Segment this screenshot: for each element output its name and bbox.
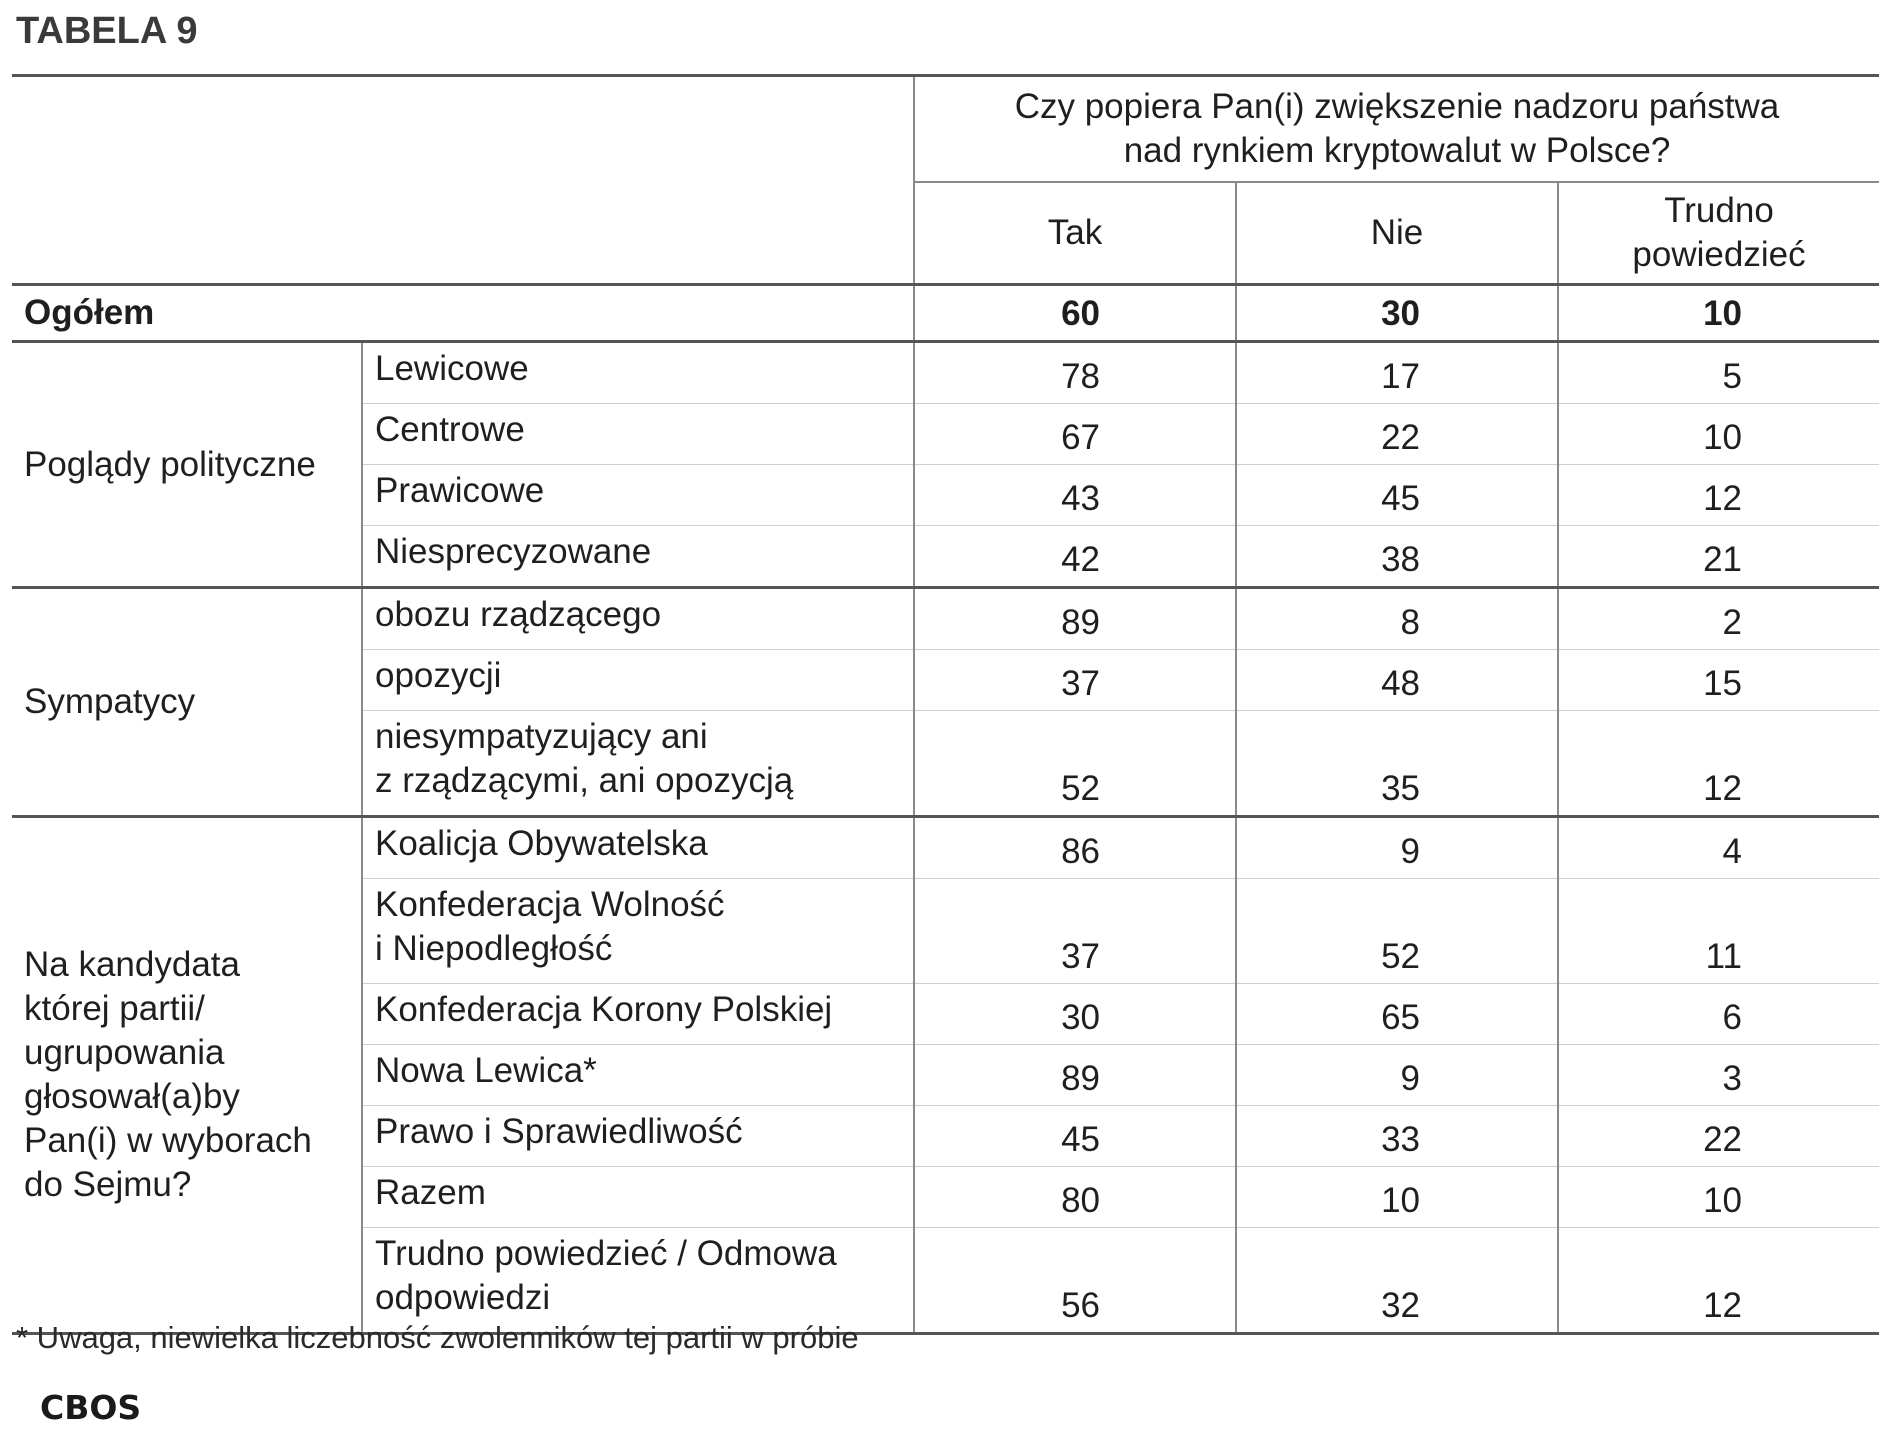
table-row <box>12 817 1879 879</box>
row-label: Koalicja Obywatelska <box>362 817 914 879</box>
group-label-poglady: Poglądy polityczne <box>12 342 362 588</box>
group-label-line: ugrupowania <box>24 1033 225 1072</box>
group-label-sympatycy: Sympatycy <box>12 588 362 817</box>
row-label <box>362 879 914 984</box>
cell-value: 80 <box>1061 1181 1100 1220</box>
cell-value: 30 <box>1061 998 1100 1037</box>
cell-value: 33 <box>1381 1120 1420 1159</box>
cell-value: 65 <box>1381 998 1420 1037</box>
group-label-line: do Sejmu? <box>24 1165 192 1204</box>
cell-value: 3 <box>1722 1059 1742 1098</box>
cell-value: 15 <box>1703 664 1742 703</box>
table-row-total <box>12 285 1879 342</box>
row-label-line1: Trudno powiedzieć / Odmowa <box>375 1234 837 1273</box>
results-table <box>12 74 1879 1335</box>
footnote: * Uwaga, niewielka liczebność zwolenników tej partii w próbie <box>16 1320 859 1355</box>
cell-value: 9 <box>1400 1059 1420 1098</box>
cell-value: 86 <box>1061 832 1100 871</box>
row-label: Niesprecyzowane <box>362 526 914 588</box>
cell-value: 10 <box>1381 1181 1420 1220</box>
header-question <box>914 76 1879 183</box>
source-logo: CBOS <box>40 1388 142 1427</box>
column-header-trudno-line1: Trudno <box>1664 191 1774 230</box>
group-label-line: Pan(i) w wyborach <box>24 1121 312 1160</box>
cell-value: 12 <box>1703 1286 1742 1325</box>
table-row <box>12 342 1879 404</box>
header-question-line1: Czy popiera Pan(i) zwiększenie nadzoru państwa <box>1014 87 1780 126</box>
row-label-line2: z rządzącymi, ani opozycją <box>375 761 794 800</box>
cell-value: 12 <box>1703 769 1742 808</box>
row-label: Konfederacja Korony Polskiej <box>362 984 914 1045</box>
cell-value: 89 <box>1061 1059 1100 1098</box>
cell-value: 37 <box>1061 937 1100 976</box>
row-label-line2: odpowiedzi <box>375 1278 551 1317</box>
cell-value: 38 <box>1381 540 1420 579</box>
cell-value: 10 <box>1703 1181 1742 1220</box>
row-label: Razem <box>362 1167 914 1228</box>
cell-value: 37 <box>1061 664 1100 703</box>
cell-value: 60 <box>1061 294 1100 333</box>
cell-value: 52 <box>1061 769 1100 808</box>
group-label-line: której partii/ <box>24 989 205 1028</box>
cell-value: 67 <box>1061 418 1100 457</box>
header-corner <box>12 76 914 285</box>
group-label-line: Na kandydata <box>24 945 240 984</box>
column-header-trudno <box>1558 182 1879 285</box>
row-label <box>362 1228 914 1334</box>
cell-value: 10 <box>1703 418 1742 457</box>
column-header-trudno-line2: powiedzieć <box>1632 235 1806 274</box>
cell-value: 10 <box>1703 294 1742 333</box>
group-label-partia <box>12 817 362 1334</box>
cell-value: 56 <box>1061 1286 1100 1325</box>
cell-value: 45 <box>1381 479 1420 518</box>
header-question-line2: nad rynkiem kryptowalut w Polsce? <box>1123 131 1671 170</box>
cell-value: 17 <box>1381 357 1420 396</box>
row-label-line2: i Niepodległość <box>375 929 613 968</box>
cell-value: 11 <box>1705 937 1742 976</box>
row-label-line1: Konfederacja Wolność <box>375 885 725 924</box>
cell-value: 9 <box>1400 832 1420 871</box>
row-label: Centrowe <box>362 404 914 465</box>
cell-value: 78 <box>1061 357 1100 396</box>
cell-value: 4 <box>1722 832 1742 871</box>
row-label <box>362 711 914 817</box>
cell-value: 32 <box>1381 1286 1420 1325</box>
cell-value: 22 <box>1703 1120 1742 1159</box>
cell-value: 5 <box>1722 357 1742 396</box>
cell-value: 48 <box>1381 664 1420 703</box>
table-title: TABELA 9 <box>16 10 198 52</box>
column-header-nie: Nie <box>1236 182 1558 285</box>
cell-value: 21 <box>1703 540 1742 579</box>
table-row <box>12 588 1879 650</box>
cell-value: 35 <box>1381 769 1420 808</box>
cell-value: 22 <box>1381 418 1420 457</box>
row-label-line1: niesympatyzujący ani <box>375 717 708 756</box>
column-header-tak: Tak <box>914 182 1236 285</box>
group-label-line: głosował(a)by <box>24 1077 240 1116</box>
total-label: Ogółem <box>12 285 914 342</box>
row-label: Prawo i Sprawiedliwość <box>362 1106 914 1167</box>
cell-value: 2 <box>1722 603 1742 642</box>
cell-value: 6 <box>1722 998 1742 1037</box>
cell-value: 52 <box>1381 937 1420 976</box>
row-label: Lewicowe <box>362 342 914 404</box>
cell-value: 12 <box>1703 479 1742 518</box>
row-label: obozu rządzącego <box>362 588 914 650</box>
cell-value: 30 <box>1381 294 1420 333</box>
row-label: Nowa Lewica* <box>362 1045 914 1106</box>
cell-value: 43 <box>1061 479 1100 518</box>
cell-value: 89 <box>1061 603 1100 642</box>
row-label: Prawicowe <box>362 465 914 526</box>
cell-value: 42 <box>1061 540 1100 579</box>
row-label: opozycji <box>362 650 914 711</box>
cell-value: 45 <box>1061 1120 1100 1159</box>
cell-value: 8 <box>1400 603 1420 642</box>
